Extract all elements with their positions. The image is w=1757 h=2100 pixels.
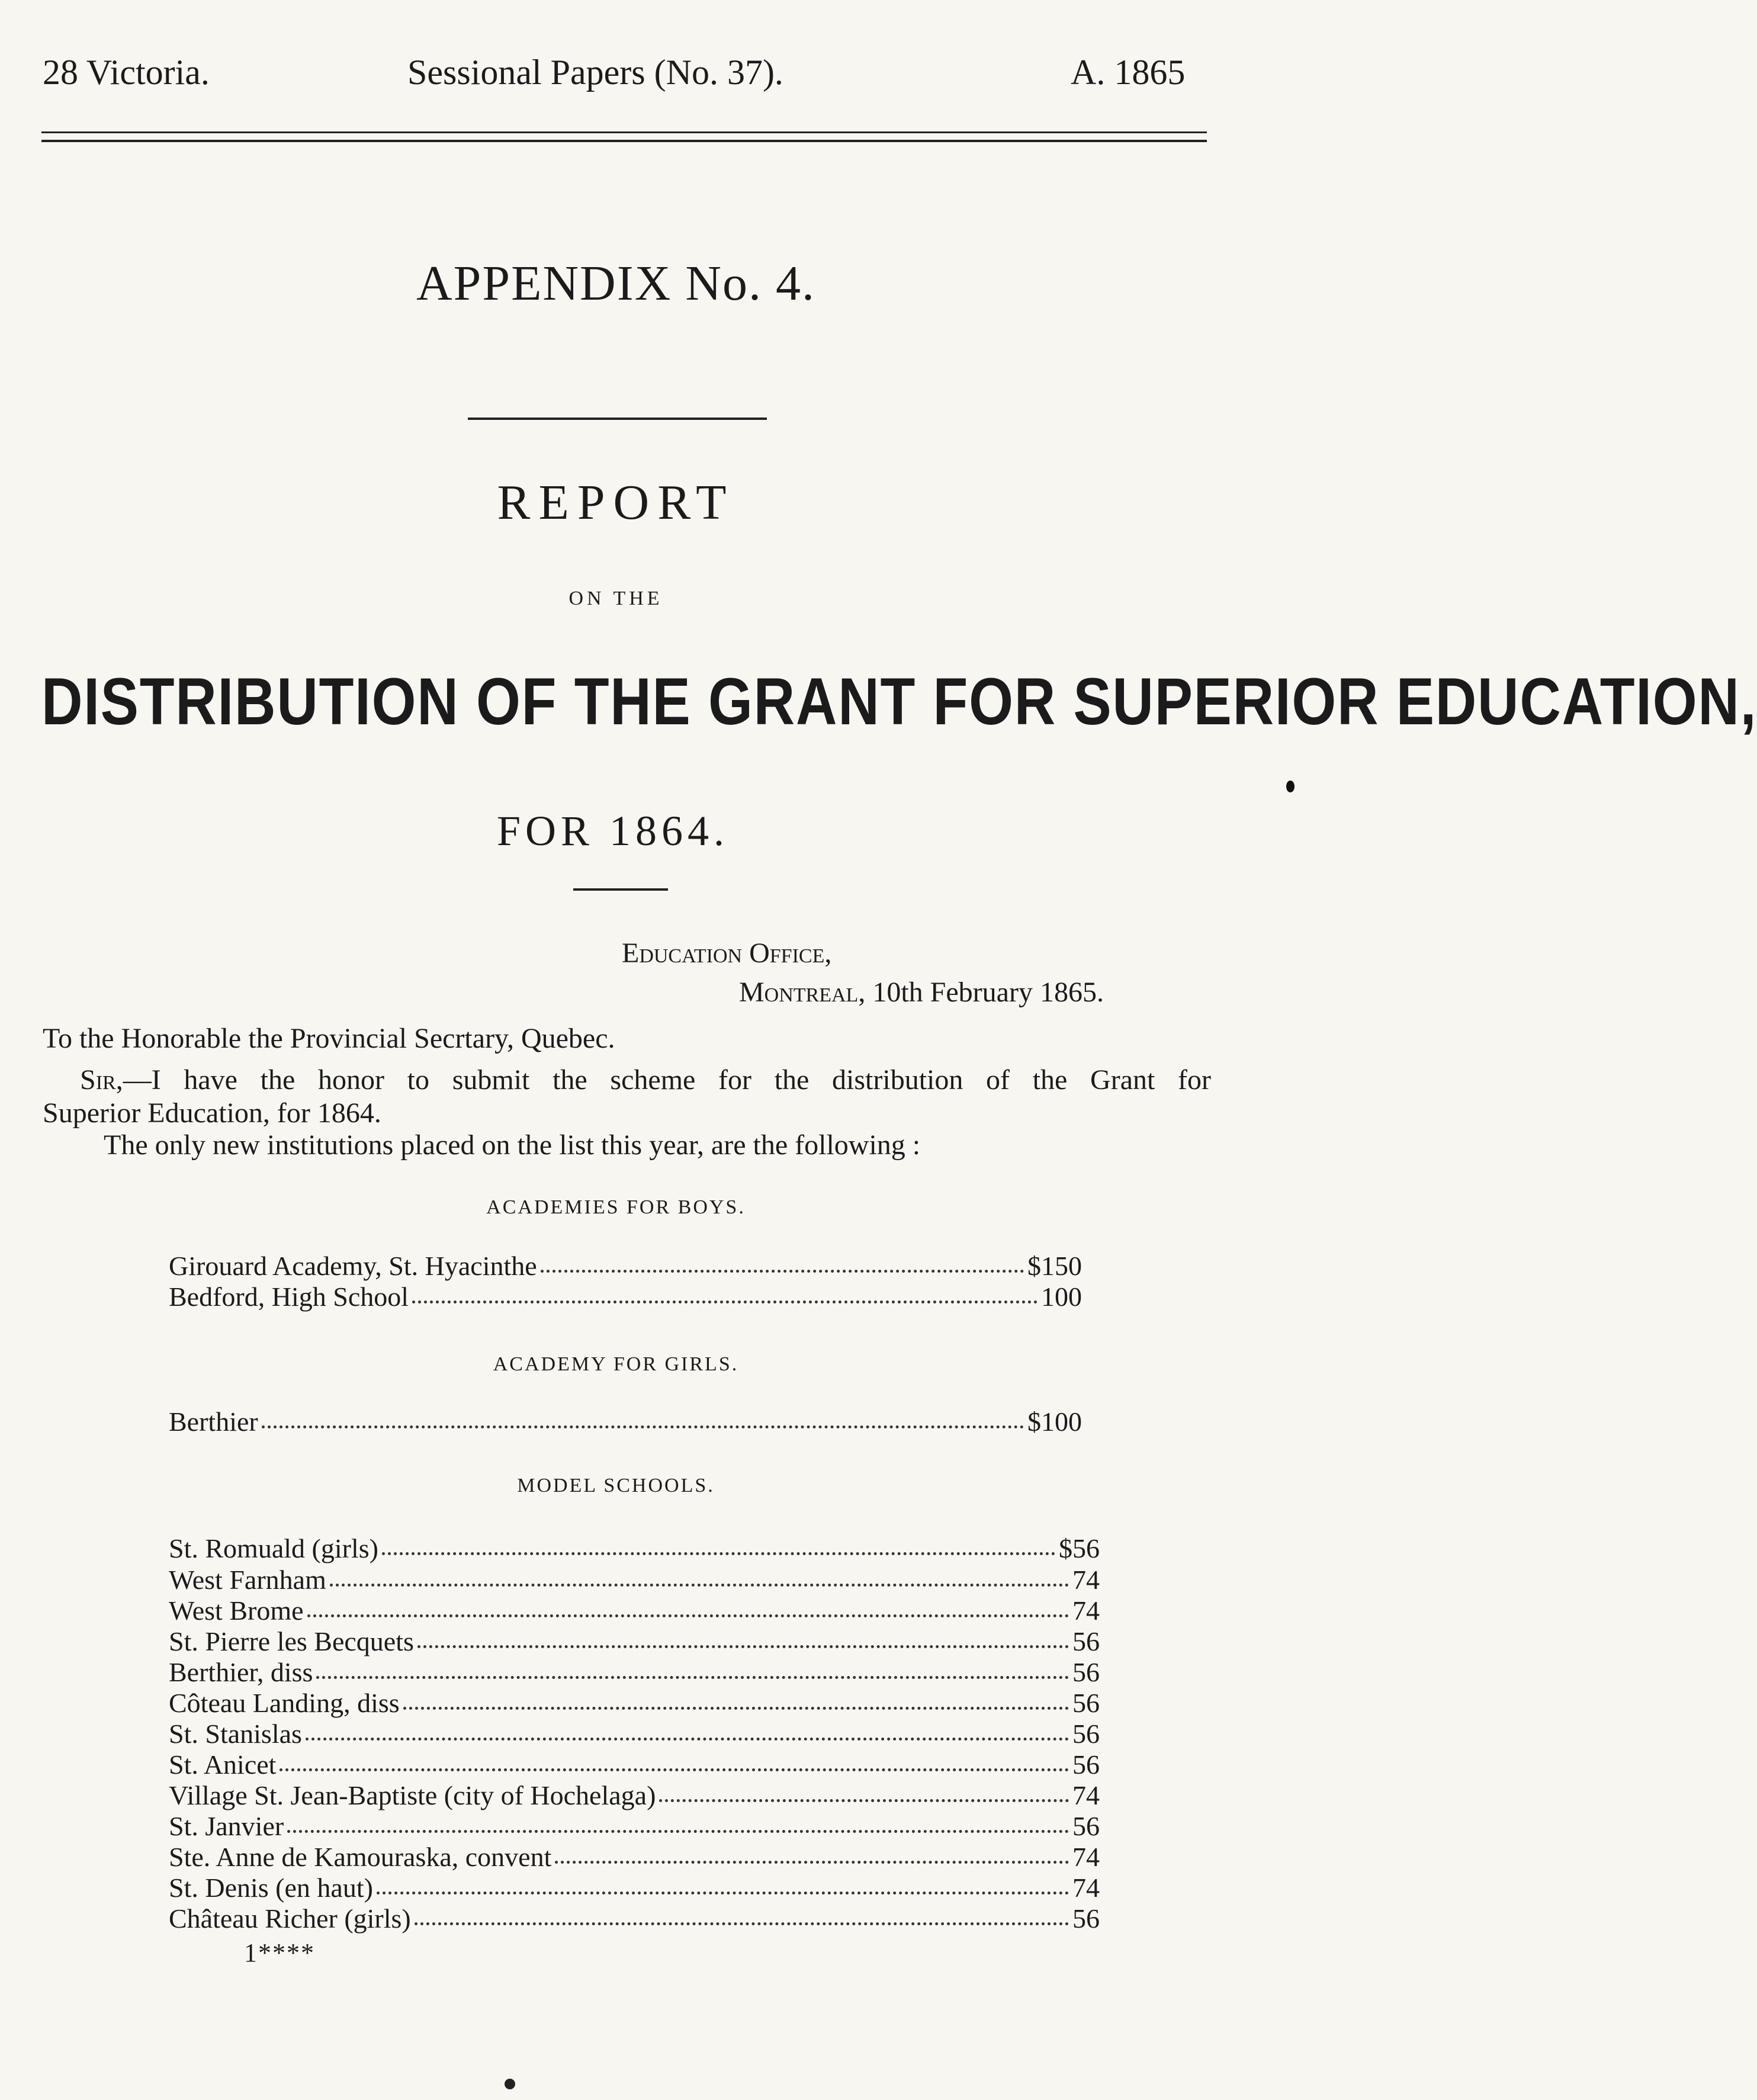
list-item bbox=[169, 1905, 1100, 1932]
para1-word: submit bbox=[452, 1064, 530, 1096]
para1-word: scheme bbox=[610, 1064, 696, 1096]
salutation: Sir, bbox=[80, 1064, 123, 1096]
list-item bbox=[169, 1720, 1100, 1748]
list-item bbox=[169, 1813, 1100, 1840]
list-item bbox=[169, 1535, 1100, 1562]
dot-leader bbox=[316, 1676, 1069, 1679]
para1-word: Grant bbox=[1090, 1064, 1155, 1096]
entry-amount: 74 bbox=[1072, 1780, 1100, 1810]
list-item bbox=[169, 1844, 1100, 1871]
year-rule bbox=[573, 888, 668, 891]
entry-amount: 74 bbox=[1072, 1595, 1100, 1626]
dot-leader bbox=[417, 1645, 1069, 1648]
dot-leader bbox=[382, 1552, 1055, 1555]
list-item bbox=[169, 1408, 1082, 1436]
dateline-date: 10th February 1865. bbox=[865, 977, 1104, 1008]
dot-leader bbox=[412, 1301, 1038, 1303]
margin-ink-spot bbox=[1286, 781, 1295, 792]
section-heading-boys: ACADEMIES FOR BOYS. bbox=[486, 1196, 746, 1218]
section-heading-girls: ACADEMY FOR GIRLS. bbox=[493, 1353, 739, 1375]
entry-amount: 56 bbox=[1072, 1626, 1100, 1656]
dot-leader bbox=[541, 1270, 1024, 1273]
header-sessional-papers: Sessional Papers (No. 37). bbox=[407, 53, 783, 92]
entry-name: St. Janvier bbox=[169, 1811, 284, 1841]
para1-word: have bbox=[184, 1064, 237, 1096]
printer-signature-mark: 1**** bbox=[244, 1938, 315, 1967]
para1-word: —I bbox=[123, 1064, 161, 1096]
para1-opening bbox=[80, 1066, 161, 1094]
on-the-label: ON THE bbox=[568, 587, 663, 609]
entry-name: Berthier bbox=[169, 1407, 258, 1437]
entry-amount: 74 bbox=[1072, 1565, 1100, 1595]
dot-leader bbox=[262, 1425, 1024, 1428]
addressee: To the Honorable the Provincial Secrtary, Quebec. bbox=[43, 1023, 615, 1054]
entry-name: Bedford, High School bbox=[169, 1282, 409, 1312]
list-item bbox=[169, 1690, 1100, 1717]
list-item bbox=[169, 1283, 1082, 1311]
entry-name: St. Romuald (girls) bbox=[169, 1533, 378, 1563]
header-rule-thin bbox=[41, 131, 1207, 133]
para1-word: the bbox=[1032, 1064, 1068, 1096]
paragraph-1-line-1 bbox=[80, 1066, 1211, 1094]
appendix-title: APPENDIX No. 4. bbox=[416, 256, 816, 311]
header-rule-thick bbox=[41, 140, 1207, 142]
entry-name: St. Denis (en haut) bbox=[169, 1873, 373, 1903]
entry-name: St. Anicet bbox=[169, 1749, 277, 1780]
entry-amount: 56 bbox=[1072, 1903, 1100, 1934]
para1-word: for bbox=[1178, 1064, 1211, 1096]
para1-word: the bbox=[260, 1064, 295, 1096]
entry-amount: 56 bbox=[1072, 1811, 1100, 1841]
main-title: DISTRIBUTION OF THE GRANT FOR SUPERIOR EDUCATION, bbox=[41, 664, 1757, 738]
section-heading-model-schools: MODEL SCHOOLS. bbox=[517, 1475, 715, 1497]
list-item bbox=[169, 1597, 1100, 1624]
dot-leader bbox=[415, 1922, 1069, 1925]
dot-leader bbox=[306, 1738, 1069, 1741]
list-item bbox=[169, 1659, 1100, 1686]
entry-amount: 56 bbox=[1072, 1657, 1100, 1687]
dot-leader bbox=[307, 1614, 1069, 1617]
dot-leader bbox=[403, 1707, 1069, 1710]
para1-word: of bbox=[986, 1064, 1010, 1096]
entry-name: West Brome bbox=[169, 1595, 304, 1626]
entry-name: Côteau Landing, diss bbox=[169, 1688, 400, 1718]
para1-word: to bbox=[407, 1064, 430, 1096]
year-title: FOR 1864. bbox=[496, 807, 730, 855]
entry-amount: 56 bbox=[1072, 1749, 1100, 1780]
dateline-place: Montreal, bbox=[739, 977, 866, 1008]
dot-leader bbox=[330, 1584, 1069, 1587]
bottom-ink-spot bbox=[505, 2079, 515, 2089]
entry-amount: 100 bbox=[1041, 1282, 1082, 1312]
entry-amount: $150 bbox=[1027, 1251, 1082, 1281]
para1-word: honor bbox=[318, 1064, 384, 1096]
paragraph-1-line-2: Superior Education, for 1864. bbox=[43, 1097, 381, 1129]
report-title: REPORT bbox=[497, 475, 735, 530]
list-item bbox=[169, 1566, 1100, 1594]
dot-leader bbox=[377, 1892, 1069, 1895]
dot-leader bbox=[555, 1861, 1069, 1864]
list-item bbox=[169, 1782, 1100, 1809]
dot-leader bbox=[659, 1799, 1069, 1802]
para1-word: distribution bbox=[832, 1064, 963, 1096]
entry-name: St. Stanislas bbox=[169, 1719, 302, 1749]
entry-amount: 74 bbox=[1072, 1842, 1100, 1872]
education-office-line: Education Office, bbox=[622, 937, 832, 969]
entry-amount: 74 bbox=[1072, 1873, 1100, 1903]
list-item bbox=[169, 1253, 1082, 1280]
entry-name: St. Pierre les Becquets bbox=[169, 1626, 414, 1656]
para1-word: the bbox=[774, 1064, 810, 1096]
header-session: 28 Victoria. bbox=[43, 53, 210, 92]
dateline bbox=[739, 978, 1104, 1007]
header-year: A. 1865 bbox=[1071, 53, 1186, 92]
entry-name: Girouard Academy, St. Hyacinthe bbox=[169, 1251, 537, 1281]
title-rule bbox=[468, 418, 767, 420]
para1-word: the bbox=[553, 1064, 587, 1096]
dot-leader bbox=[287, 1830, 1069, 1833]
entry-amount: 56 bbox=[1072, 1688, 1100, 1718]
list-item bbox=[169, 1628, 1100, 1655]
list-item bbox=[169, 1874, 1100, 1902]
para1-word: for bbox=[718, 1064, 751, 1096]
dot-leader bbox=[280, 1768, 1069, 1771]
entry-amount: 56 bbox=[1072, 1719, 1100, 1749]
entry-name: Ste. Anne de Kamouraska, convent bbox=[169, 1842, 552, 1872]
entry-name: Château Richer (girls) bbox=[169, 1903, 411, 1934]
entry-amount: $56 bbox=[1059, 1533, 1100, 1563]
list-item bbox=[169, 1751, 1100, 1778]
entry-amount: $100 bbox=[1027, 1407, 1082, 1437]
entry-name: Village St. Jean-Baptiste (city of Hochelaga) bbox=[169, 1780, 656, 1810]
entry-name: West Farnham bbox=[169, 1565, 326, 1595]
paragraph-2: The only new institutions placed on the list this year, are the following : bbox=[104, 1129, 921, 1161]
entry-name: Berthier, diss bbox=[169, 1657, 313, 1687]
